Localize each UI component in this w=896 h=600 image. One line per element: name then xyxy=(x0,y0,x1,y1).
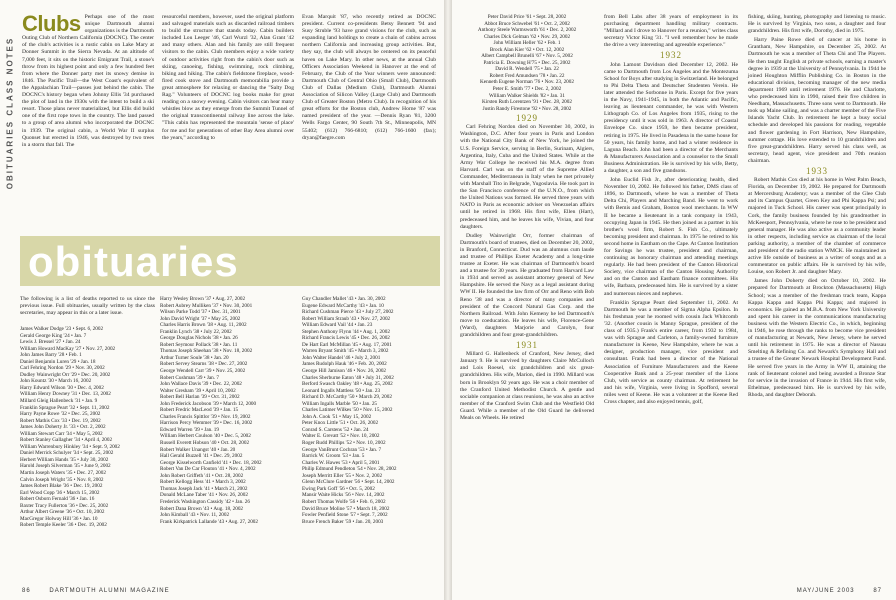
obit-fish: John Euclid Fish Jr., after deteriorating health, died November 10, 2002. He followed his father, DMS class of 1896, to Dartmouth, where he was a member of Theta Delta Chi, Players and Marching Band. He went to work with Bemis and Graham, Boston wool merchants. In WW II he became a lieutenant in a tank company in 1943, occupying Japan in 1945. He then joined as a partner in his brother's wool firm, Robert S. Fish Co., ultimately becoming president and chairman. In 1975 he retired to his second home in Eastham on the Cape. At Canton Institution for Savings he was trustee, president and chairman, continuing as honorary chairman and attending meetings regularly. He had been president of the Canton Historical Society, vice chairman of the Canton Housing Authority and on the Canton and Eastham finance committees. His wife, Barbara, predeceased him. He is survived by a sister and numerous nieces and nephews. xyxy=(604,177,738,297)
list-item: Stephen Anthony Flynn '44 • Aug. 1, 2002 xyxy=(302,328,390,335)
class-year-1933: 1933 xyxy=(806,165,828,176)
list-item: Edward Warren '39 • Jan. 19 xyxy=(160,426,219,433)
list-item: Warren Bryant Smith '45 • March 3, 2002 xyxy=(302,348,389,355)
list-item: Fowler Penfield Stone '57 • Sept. 7, 2002 xyxy=(302,512,388,519)
clubs-text-3: Evan Marquit '87, who recently retired as DOCNC president. Current co-presidents Betsy Bennett '94 and Susy Struble '93 have grand visions for the club, such as expanding land holdings to create a chain of cabins across northern California and increasing group activities. But, they say, the club will always be centered on its peaceful haven on Lake Mary. In other news, at the annual Club Officers Association Weekend in Hanover at the end of February, the Club of the Year winners were announced: Dartmouth Club of Central Ohio (Small Club), Dartmouth Club of Dallas (Medium Club), Dartmouth Alumni Association of Silicon Valley (Large Club) and Dartmouth Club of Greater Boston (Metro Club). In recognition of his great efforts for the Boston club, Andrew Horne '87 was named president of the year. —Dennis Ryan '81, 3200 Wells Fargo Center, 90 South 7th St., Minneapolis, MN 55402; (612) 766-6810; (612) 766-1600 (fax); dryan@faegre.com xyxy=(302,14,436,141)
list-item: Charles W. Hawes '53 • April 5, 2001 xyxy=(302,459,380,466)
death-list-1 xyxy=(20,326,156,529)
list-item: Harry Edward Wilson '30 • Dec. 4, 2002 xyxy=(20,384,104,391)
list-item: John David Wright '37 • May 25, 2002 xyxy=(160,315,241,322)
list-item: Arthur Turner Soule '38 • Jan. 20 xyxy=(160,354,229,361)
list-item: Peter Knox Little '51 • Oct. 26, 2002 xyxy=(302,420,379,427)
list-item: Roger Rudd Phillips '52 • Nov. 10, 2002 xyxy=(302,440,386,447)
list-item: Harrison Percy Wemmer '39 • Dec. 16, 2002 xyxy=(160,420,253,427)
list-item: John A. Cook '51 • May 15, 2002 xyxy=(302,413,372,420)
list-item: Millard Gleig Hallenbeck '31 • Jan. 9 xyxy=(20,398,98,405)
obit-davidson: John Lamont Davidson died December 12, 2002. He came to Dartmouth from Los Angeles and the Montezuma School for Boys after studying in Switzerland. He belonged to Phi Delta Theta and Deutscher Studenten Verein. He later attended the Sorbonne in Paris. Except for five years in the Navy, 1941-1945, in both the Atlantic and Pacific, leaving as lieutenant commander, he was with Western Lithograph Co. of Los Angeles from 1935, rising to the presidency until it was sold in 1963. A director of Coastal Envelope Co. since 1959, he then became president, retiring in 1975. He lived in Pasadena in the same house for 50 years, his family home, and had a winter residence in Laguna Beach. John had been a director of the Merchants & Manufacturers Association and a counselor to the Small Business Administration. He is survived by his wife, Betty, a daughter, a son and five grandsons. xyxy=(604,61,738,174)
list-item: Bruce French Baker '59 • Jan. 20, 2003 xyxy=(302,518,384,525)
list-item: Gerald George King '24 • Jan. 7 xyxy=(20,332,87,339)
list-item: Robert Van De Car Flouton '41 • Nov. 4, 2002 xyxy=(160,466,256,473)
list-item: Kirsten Ruth Lorentzen '91 • Dec. 28, 2002 xyxy=(482,99,572,106)
list-item: Charles Dick Gelman '62 • Nov. 29, 2002 xyxy=(483,33,571,40)
death-list-4 xyxy=(460,14,594,112)
obit-rowe: Harry Paine Rowe died of cancer at his home in Grantham, New Hampshire, on December 25, 2002. At Dartmouth he was a member of Theta Chi and The Players. He then taught English at private schools, earning a master's degree in 1939 at the University of Pennsylvania. In 1944 he joined Houghton Mifflin Publishing Co. in Boston in the educational division, becoming manager of the new media department 1969 until retirement 1976. He and Charlotte, who predeceased him in 1990, raised their five children in Needham, Massachusetts. Three sons went to Dartmouth. He took up Maine sailing, and was a charter member of the Five Islands Yacht Club. In retirement he kept a busy social schedule and developed his passions for reading, vegetable and flower gardening in Fort Harrison, New Hampshire, summer cottage. His love extended to 10 grandchildren and five great-grandchildren. Harry served his class well, as secretary, head agent, vice president and 70th reunion chairman. xyxy=(748,37,886,164)
list-item: John Walter Handel '46 • July 2, 2001 xyxy=(302,354,381,361)
clubs-column-1 xyxy=(22,11,154,149)
list-item: Richard Francis Lewis '45 • Dec. 26, 2002 xyxy=(302,335,390,342)
list-item: Daniel Merrick Schulyer '34 • Sept. 25, 2002 xyxy=(20,450,114,457)
list-item: William Stewart Carr '34 • May 5, 2002 xyxy=(20,430,103,437)
list-item: John Kimball '43 • Nov. 11, 2002 xyxy=(160,512,230,519)
list-item: Robert Temple Keeler '36 • Dec. 19, 2002 xyxy=(20,522,107,529)
list-item: Charles Sherburne Eaton '48 • July 31, 2002 xyxy=(302,374,394,381)
list-item: Franklin Sprague Peart '32 • Sept. 11, 2002 xyxy=(20,404,110,411)
list-item: Calvin Joseph Wright '35 • Nov. 8, 2002 xyxy=(20,476,104,483)
obituaries-title: obituaries xyxy=(28,238,239,285)
list-item: Thomas Joseph Jack '41 • March 21, 2002 xyxy=(160,485,248,492)
class-year-1929: 1929 xyxy=(516,113,538,124)
list-item: Dudley Wainwright Orr '29 • Dec. 20, 2002 xyxy=(20,371,111,378)
list-item: Mansir Waite Hicks '56 • Nov. 14, 2002 xyxy=(302,492,385,499)
list-item: Harry Wesley Brown '37 • Aug. 27, 2002 xyxy=(160,296,246,302)
gutter xyxy=(444,0,452,600)
list-item: James Walker Dodge '23 • Sept. 6, 2002 xyxy=(20,326,104,332)
list-item: Frank Kirkpatrick Lallande '43 • Aug. 27, 2002 xyxy=(160,518,258,525)
list-item: Earl Wood Copp '36 • March 15, 2002 xyxy=(20,489,100,496)
issue-date: MAY/JUNE 2003 xyxy=(796,588,855,594)
list-item: MacGregor Holway Hill '36 • Jan. 10 xyxy=(20,515,98,522)
clubs-column-3 xyxy=(302,14,436,142)
list-item: William Ingalls Marble '50 • Jan. 25 xyxy=(302,400,378,407)
list-item: Baxter Tracy Fullerton '36 • Dec. 25, 2002 xyxy=(20,502,109,509)
list-item: Anthony Steele Warmsworth '61 • Dec. 2, 2002 xyxy=(477,27,577,34)
list-item: Robert Walker Unangst '40 • Jan. 20 xyxy=(160,446,236,453)
list-item: Carl Fehring Nordon '29 • Nov. 30, 2002 xyxy=(20,365,105,372)
list-item: John Robert Griffeth '41 • Oct. 28, 2002 xyxy=(160,472,244,479)
clubs-text-1: Perhaps one of the most unique Dartmouth alumni organizations is the Dartmouth Outing Club of Northern California (DOCNC). The center of the club's activities is a rustic cabin on Lake Mary at Donner Summit in the Sierra Nevada. At an altitude of 7,000 feet, it sits on the historic Emigrant Trail, a stone's throw from its highest point and only a few hundred feet from where the Donner party met its snowy demise in 1846. The Pacific Trail—the West Coast's equivalent of the Appalachian Trail—passes just behind the cabin. The DOCNC's history began when Johnny Ellis '34 purchased the plot of land in the 1930s with the intent to build a ski resort. Those plans never materialized, but Ellis did build one of the first rope tows in the country. The land passed to a group of area alumni who incorporated the DOCNC in 1939. The original cabin, a World War II surplus Quonset hut erected in 1946, was destroyed by two trees in a storm that fall. The xyxy=(22,14,154,148)
clubs-heading: Clubs xyxy=(22,11,81,36)
list-item: Robert Seymour Pollack '38 • Jan. 11 xyxy=(160,341,238,348)
list-item: Frederick Washington Cassidy '42 • Jan. 26 xyxy=(160,498,250,505)
list-item: James Robert Blake '36 • Dec. 19, 2002 xyxy=(20,483,103,490)
list-item: Charles Latimer Wilkes '50 • Nov. 15, 2002 xyxy=(302,407,393,414)
list-item: George Kisselworth Canfield '41 • Dec. 18, 2002 xyxy=(160,459,262,466)
list-item: Herbert William Hands '35 • July 30, 2002 xyxy=(20,456,109,463)
list-item: Harry Payne Rowe '32 • Dec. 25, 2002 xyxy=(20,411,101,418)
list-item: Joseph Merritt Eller '55 • Nov. 2, 2002 xyxy=(302,472,383,479)
obituaries-banner xyxy=(20,236,440,286)
list-item: Brock Alan Kier '62 • Oct. 12, 2002 xyxy=(489,46,565,53)
obit-peart-cont: fishing, skiing, hunting, photography and listening to music. He is survived by Virginia, two sons, a daughter and four grandchildren. His first wife, Dorothy, died in 1975. xyxy=(748,14,886,35)
list-item: William Walker Shields '82 • Jan. 31 xyxy=(489,92,565,99)
list-item: Guy Chandler Mallet '43 • Jan. 30, 2002 xyxy=(302,296,386,302)
clubs-text-2: resourceful members, however, used the original platform and salvaged materials such as discarded railroad timbers to build the structure that stands today. Cabin builders included Lou Leeger '46, Carl Wurzl '32, Alan Grant '42 and many others. Alan and his family are still frequent visitors to the cabin. Club members enjoy a wide variety of outdoor activities right from the cabin's door such as skiing, canoeing, fishing, swimming, rock climbing, biking and hiking. The cabin's fieldstone fireplace, wood-fired cook stove and Dartmouth memorabilia provide a great atmosphere for relaxing or dancing the "Salty Dog Rag." Volunteers of DOCNC log books make for great reading on a snowy evening. Cabin visitors can hear many whistles blow as they emerge from the Summit Tunnel of the original transcontinental railway line across the lake. "This cabin has represented the mountain 'sense of place' for me and for generations of other Bay Area alumni over the years," according to xyxy=(162,14,294,141)
list-item: Richard D. McCarthy '50 • March 29, 2002 xyxy=(302,394,392,401)
list-item: Wilson Parke Todd '37 • Dec. 31, 2001 xyxy=(160,309,241,316)
right-column-3 xyxy=(748,14,886,401)
list-item: Robert William Straub '43 • Nov. 27, 2002 xyxy=(302,315,391,322)
list-item: Arthur Albert Greene '36 • Oct. 10, 2002 xyxy=(20,509,105,516)
list-item: Lewis J. Bressel '27 • Jan. 24 xyxy=(20,339,81,346)
list-item: Harold Joseph Silverman '35 • June 9, 2002 xyxy=(20,463,111,470)
list-item: Justin Randy Firestone '92 • Nov. 28, 2002 xyxy=(482,105,572,112)
list-item: David Bruce Moline '57 • March 18, 2002 xyxy=(302,505,390,512)
list-item: George Douglas Nichols '38 • Jan. 26 xyxy=(160,335,238,342)
list-item: John Kountz '30 • March 16, 2002 xyxy=(20,378,92,385)
list-item: William Henry Downey '31 • Dec. 13, 2002 xyxy=(20,391,111,398)
list-item: Donald McLane Taber '41 • Nov. 26, 2002 xyxy=(160,492,248,499)
page-number-right: 87 xyxy=(873,588,882,594)
magazine-title: DARTMOUTH ALUMNI MAGAZINE xyxy=(49,588,170,594)
obit-cox: Robert Mathis Cox died at his home in West Palm Beach, Florida, on December 19, 2002. He prepared for Dartmouth at Mercersburg Academy; was a member of the Glee Club and its Campus Quartet, Green Key and Phi Kappa Psi; and majored in Tuck School. His career was spent principally in Cork, the family business founded by his grandmother in McKeesport, Pennsylvania, where he rose to be president and general manager. He was also active as a community leader in other respects, including service as chairman of the local parking authority, a member of the chamber of commerce and president of the radio station WMCK. He maintained an active life outside of business as a writer of songs and as a commentator on public affairs. He is survived by his wife, Louise, son Robert Jr. and daughter Mary. xyxy=(748,177,886,276)
class-year-1931: 1931 xyxy=(516,340,538,351)
list-item: Robert Kellogg Hess '41 • March 3, 2002 xyxy=(160,479,246,486)
list-item: Peter E. Smith '77 • Dec. 2, 2002 xyxy=(492,86,562,93)
list-item: John Frederick Jacobson '39 • March 12, 2000 xyxy=(160,400,257,407)
list-item: Robert Stanley Gallagher '34 • April 4, 2002 xyxy=(20,437,113,444)
list-item: Peter David Price '61 • Sept. 28, 2002 xyxy=(487,14,567,20)
list-item: John William Heller '62 • Feb. 1 xyxy=(493,40,561,47)
obit-peart: Franklin Sprague Peart died September 11, 2002. At Dartmouth he was a member of Sigma Alpha Epsilon. In his freshman year he roomed with cousin Jack Whitcomb '32. (Another cousin is Manny Sprague, president of the class of 1935.) Frank's entire career, from 1932 to 1984, was with Sprague and Carleton, a family-owned furniture manufacturer in Keene, New Hampshire, where he was a designer, production manager, vice president and consultant. Frank had been a director of the National Association of Furniture Manufacturers and the Keene Cooperative Bank and a 25-year member of the Lions Club, with service as county chairman. At retirement he and his wife, Virginia, were living in Spofford, several miles west of Keene. He was a volunteer at the Keene Red Cross chapter, and also enjoyed tennis, golf, xyxy=(604,299,738,405)
obit-doherty: James John Doherty died on October 10, 2002. He prepared for Dartmouth at Brockton (Massachusetts) High School; was a member of the freshman track team, Kappa Kappa Kappa and Kappa Phi Kappa; and majored in economics. He gained an M.B.A. from New York University and spent his career in the communications manufacturing business with the Western Electric Co., in which, beginning in 1946, he rose through the ranks to become vice president of manufacturing at Newark, New Jersey, where he served until his retirement in 1975. He was a director of Nassau Smelting & Refining Co. and Newark's Symphony Hall and a trustee of the Greater Newark Hospital Development Fund. He served five years in the Army in WW II, attaining the rank of lieutenant colonel and being awarded a Bronze Star for service in the invasion of France in 1944. His first wife, Ethelmae, predeceased him. He is survived by his wife, Rhoda, and daughter Deborah. xyxy=(748,278,886,398)
list-item: Thomas Joseph Sheehan '38 • Nov. 18, 2002 xyxy=(160,348,253,355)
right-folio xyxy=(797,588,882,594)
list-item: Patricia E. Downing H'75 • Dec. 25, 2002 xyxy=(483,59,571,66)
obit-nordon: Carl Fehring Nordon died on November 30, 2002, in Washington, D.C. After four years in Paris and London with the National City Bank of New York, he joined the U.S. Foreign Service, serving in Berlin, Surinam, Algiers, Argentina, Italy, Cuba and the United States. While at the Army War College he received his M.A. degree from Harvard. Carl was on the staff of the Supreme Allied Commander, Mediterranean in Italy when he met privately with Marshall Tito in Belgrade, Yugoslavia. He took part in the San Francisco conference of the U.N.O., from which the United Nations was formed. He served three years with NATO in Paris as economic adviser on Venezuelan affairs until he retired in 1968. His first wife, Ellen (Hart), predeceased him, and he leaves his wife, Vivian, and four daughters. xyxy=(460,124,594,230)
list-item: David R. Wendell '75 • Jan. 22 xyxy=(495,66,559,73)
list-item: Abbot Bruce Schwebel '61 • Oct. 2, 2002 xyxy=(484,20,570,27)
death-list-2 xyxy=(160,296,298,525)
obit-hallenbeck-cont: from Bell Labs after 38 years of employment in its purchasing department handling military contracts. "Millard and I drove to Hanover for a reunion," writes class secretary Victor King '31. "I well remember how he made the drive a very interesting and agreeable experience." xyxy=(604,14,738,49)
list-item: Berford Swasch Oakley '48 • Aug. 25, 2002 xyxy=(302,381,393,388)
list-item: Robert Osborn Fernald '36 • Jan. 16 xyxy=(20,496,95,503)
obit-orr: Dudley Wainwright Orr, former chairman of Dartmouth's board of trustees, died on December 20, 2002, in Branford, Connecticut. Dud was an alumnus cum laude and trustee of Phillips Exeter Academy and a long-time trustee at Exeter. He was chairman of Dartmouth's board and a trustee for 30 years. He graduated from Harvard Law in 1934 and served as assistant attorney general of New Hampshire. He served the Navy as a legal assistant during WW II. He founded the law firm of Orr and Reno with Bob Reno '38 and was a director of many companies and president of the Concord Natural Gas Corp. and the Northern Railroad. With John Kemeny he led Dartmouth's move to coeducation. He leaves his wife, Florence-Gene (Ward), daughters Marjorie and Carolyn, four grandchildren and four great-grandchildren. xyxy=(460,232,594,339)
clubs-column-2 xyxy=(162,14,294,142)
list-item: Franklin Lynch '38 • July 22, 2002 xyxy=(160,328,232,335)
section-side-label: OBITUARIES CLASS NOTES xyxy=(5,36,15,190)
list-item: Hall Gerald Buzzell '41 • Dec. 29, 2002 xyxy=(160,453,243,460)
left-page xyxy=(0,0,444,600)
list-item: William Edward Vail '44 • Jan. 23 xyxy=(302,322,373,329)
list-item: James Rudolph Hauk '46 • Feb. 20, 2002 xyxy=(302,361,387,368)
right-page xyxy=(452,0,896,600)
list-item: Martin Joseph Waters '35 • Dec. 27, 2002 xyxy=(20,470,106,477)
list-item: Robert Fredric MacLeod '39 • Jan. 15 xyxy=(160,407,239,414)
list-item: George Hill Jamison '46 • Nov. 26, 2002 xyxy=(302,368,387,375)
list-item: John Wallace Davis '39 • Dec. 22, 2002 xyxy=(160,381,242,388)
death-list-3 xyxy=(302,296,438,525)
list-item: William Warrenbury Hinkley '34 • Sept. 9, 2002 xyxy=(20,443,120,450)
right-column-1 xyxy=(460,14,594,424)
list-item: Robert Dana Brown '43 • Aug. 18, 2002 xyxy=(160,505,244,512)
list-item: Ewing Park Goff '56 • Oct. 5, 2002 xyxy=(302,485,375,492)
list-item: William Herbert Coulson '40 • Dec. 5, 2002 xyxy=(160,433,251,440)
list-item: Albert Campbell Brunelli '67 • Nov. 5, 2002 xyxy=(481,53,573,60)
list-item: Richard Cushman Pierce '43 • July 27, 2002 xyxy=(302,309,394,316)
list-item: Eugene Edward McCarthy '43 • Jan. 10 xyxy=(302,302,384,309)
list-item: Walter E. Grevatt '52 • Nov. 10, 2002 xyxy=(302,433,380,440)
list-item: William Howard MacKay '27 • Nov. 27, 2002 xyxy=(20,345,116,352)
obituaries-intro: The following is a list of deaths reported to us since the previous issue. Full obituaries, usually written by the class secretaries, may appear in this or a later issue. xyxy=(20,296,155,317)
page-number-left: 86 xyxy=(22,588,31,594)
list-item: Walter Gresham '39 • April 10, 2002 xyxy=(160,387,236,394)
list-item: George VanBrunt Cochran '53 • Jan. 7 xyxy=(302,446,382,453)
class-year-1932: 1932 xyxy=(660,50,682,61)
list-item: George Wendell Carr '39 • Nov. 25, 2002 xyxy=(160,368,246,375)
list-item: Kenneth Eugene Norman '76 • Nov. 23, 2002 xyxy=(480,79,574,86)
list-item: Philip Edmund Pendleton '54 • Nov. 28, 2002 xyxy=(302,466,397,473)
list-item: James John Doherty Jr. '33 • Oct. 2, 2002 xyxy=(20,424,106,431)
list-item: De Hart Earl McMillan '45 • Aug. 17, 2001 xyxy=(302,341,392,348)
list-item: Robert Mathis Cox '33 • Dec. 19, 2002 xyxy=(20,417,101,424)
left-folio xyxy=(22,588,170,594)
list-item: Daniel Benjamin Luren '29 • Jan. 18 xyxy=(20,358,96,365)
list-item: Robert Bell Harlan '39 • Oct. 31, 2002 xyxy=(160,394,240,401)
list-item: Robert Fred Amundsen '78 • Jan. 22 xyxy=(489,72,565,79)
list-item: Charles Harris Brown '38 • Aug. 11, 2002 xyxy=(160,322,247,329)
list-item: Robert Servey Stearns '38 • Dec. 27, 2002 xyxy=(160,361,248,368)
list-item: Charles Francis Spittlor '39 • Nov. 19, 2002 xyxy=(160,413,251,420)
list-item: Conrad S. Carstens '52 • Jan. 24 xyxy=(302,426,369,433)
obit-hallenbeck: Millard G. Hallenbeck of Cranford, New Jersey, died January 9. He is survived by daughters Claire McCulloch and Lois Roesel, six grandchildren and six great-grandchildren. His wife, Marion, died in 1990. Millard was born in Brooklyn 92 years ago. He was a choir member of the Cranford United Methodist Church. A gentle and sociable companion at class reunions, he was also an active member of the Cranford Swim Club and the Westfield Old Guard. While a member of the Old Guard he delivered Meals on Wheels. He retired xyxy=(460,351,594,422)
list-item: Robert Thomas Wolfe '56 • Feb. 6, 2002 xyxy=(302,498,386,505)
list-item: Barrick W. Groom '53 • Jan. 5 xyxy=(302,453,365,460)
list-item: Russell Everett Hobson '40 • Oct. 28, 2002 xyxy=(160,440,250,447)
right-column-2 xyxy=(604,14,738,408)
list-item: Robert Aubrey Mulliken '37 • Nov. 30, 2001 xyxy=(160,302,253,309)
list-item: Leonard Ingalls Mattless '50 • Jan. 23 xyxy=(302,387,381,394)
list-item: Glenn McClure Gardner '56 • Sept. 14, 2002 xyxy=(302,479,395,486)
list-item: Robert Cushman '39 • Jan. 7 xyxy=(160,374,219,381)
list-item: John James Barry '28 • Feb. 1 xyxy=(20,352,82,359)
